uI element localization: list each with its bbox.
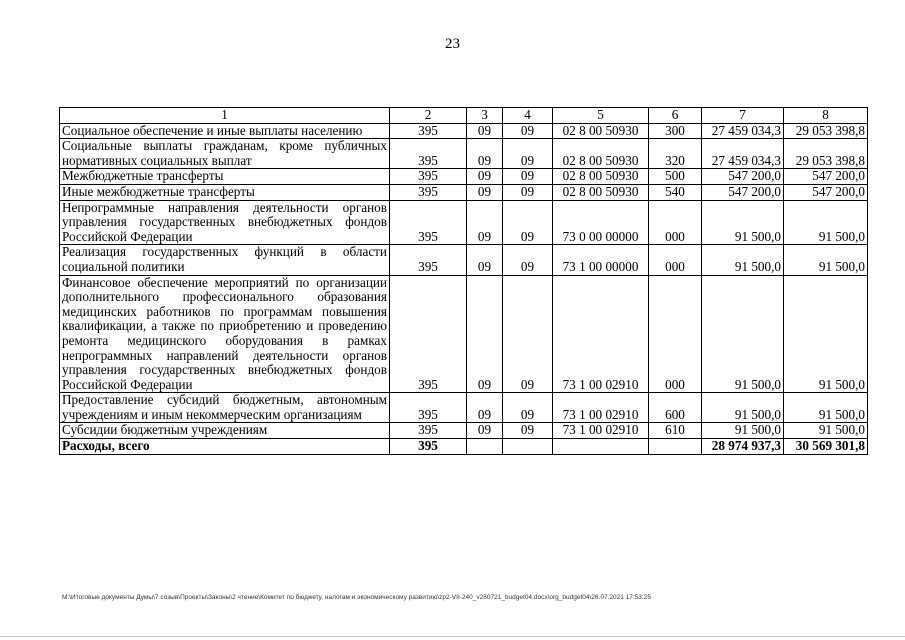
col-7: 91 500,0	[702, 423, 784, 439]
header-cell: 3	[467, 108, 503, 124]
col-4: 09	[503, 200, 553, 245]
total-label: Расходы, всего	[60, 439, 390, 455]
col-8: 91 500,0	[784, 393, 868, 423]
col-2: 395	[390, 123, 467, 139]
row-name: Реализация государственных функций в области социальной политики	[60, 245, 390, 275]
col-6: 000	[649, 275, 702, 393]
col-4: 09	[503, 393, 553, 423]
col-8: 547 200,0	[784, 184, 868, 200]
total-row	[60, 439, 868, 455]
col-4: 09	[503, 184, 553, 200]
col-8: 91 500,0	[784, 275, 868, 393]
col-8: 29 053 398,8	[784, 123, 868, 139]
col-2: 395	[390, 139, 467, 169]
col-2: 395	[390, 423, 467, 439]
col-2: 395	[390, 245, 467, 275]
header-cell: 8	[784, 108, 868, 124]
page-number: 23	[445, 36, 460, 52]
table-row	[60, 123, 868, 139]
row-name: Межбюджетные трансферты	[60, 169, 390, 185]
table-row	[60, 139, 868, 169]
col-3: 09	[467, 423, 503, 439]
col-7: 91 500,0	[702, 200, 784, 245]
col-3: 09	[467, 200, 503, 245]
header-cell: 1	[60, 108, 390, 124]
col-6: 600	[649, 393, 702, 423]
total-col-8: 30 569 301,8	[784, 439, 868, 455]
col-7: 91 500,0	[702, 275, 784, 393]
col-8: 547 200,0	[784, 169, 868, 185]
col-8: 91 500,0	[784, 200, 868, 245]
col-4: 09	[503, 139, 553, 169]
col-5: 73 1 00 02910	[553, 275, 649, 393]
header-row	[60, 108, 868, 124]
total-col-2: 395	[390, 439, 467, 455]
col-6: 610	[649, 423, 702, 439]
col-6: 500	[649, 169, 702, 185]
total-col-4	[503, 439, 553, 455]
col-8: 29 053 398,8	[784, 139, 868, 169]
col-7: 27 459 034,3	[702, 139, 784, 169]
col-3: 09	[467, 393, 503, 423]
budget-table	[59, 107, 868, 455]
col-2: 395	[390, 393, 467, 423]
table-row	[60, 245, 868, 275]
col-6: 320	[649, 139, 702, 169]
page-edge-divider	[0, 636, 905, 637]
col-2: 395	[390, 200, 467, 245]
col-3: 09	[467, 139, 503, 169]
col-3: 09	[467, 245, 503, 275]
table-row	[60, 200, 868, 245]
header-cell: 5	[553, 108, 649, 124]
col-5: 73 1 00 02910	[553, 423, 649, 439]
col-8: 91 500,0	[784, 423, 868, 439]
col-6: 000	[649, 245, 702, 275]
col-3: 09	[467, 169, 503, 185]
footer-file-path: M:\Итоговые документы Думы\7 созыв\Проекты\Законы\2 чтение\Комитет по бюджету, налогам и экономическому развитию\zp2-VII-240_v280721_budget04.docx\org_budget04\26.07.2021 17:53:25	[62, 594, 651, 601]
col-2: 395	[390, 184, 467, 200]
row-name: Социальные выплаты гражданам, кроме публичных нормативных социальных выплат	[60, 139, 390, 169]
col-7: 547 200,0	[702, 169, 784, 185]
row-name: Социальное обеспечение и иные выплаты населению	[60, 123, 390, 139]
row-name: Предоставление субсидий бюджетным, автономным учреждениям и иным некоммерческим организациям	[60, 393, 390, 423]
col-4: 09	[503, 245, 553, 275]
col-3: 09	[467, 184, 503, 200]
col-7: 547 200,0	[702, 184, 784, 200]
col-5: 73 1 00 00000	[553, 245, 649, 275]
row-name: Непрограммные направления деятельности органов управления государственных внебюджетных фондов Российской Федерации	[60, 200, 390, 245]
col-6: 000	[649, 200, 702, 245]
col-5: 73 0 00 00000	[553, 200, 649, 245]
col-2: 395	[390, 169, 467, 185]
total-col-5	[553, 439, 649, 455]
header-cell: 7	[702, 108, 784, 124]
table-row	[60, 423, 868, 439]
table-row	[60, 275, 868, 393]
col-5: 02 8 00 50930	[553, 184, 649, 200]
col-4: 09	[503, 169, 553, 185]
table-row	[60, 169, 868, 185]
total-col-3	[467, 439, 503, 455]
row-name: Субсидии бюджетным учреждениям	[60, 423, 390, 439]
col-5: 02 8 00 50930	[553, 123, 649, 139]
col-5: 73 1 00 02910	[553, 393, 649, 423]
table-row	[60, 184, 868, 200]
col-4: 09	[503, 123, 553, 139]
header-cell: 2	[390, 108, 467, 124]
header-cell: 6	[649, 108, 702, 124]
col-7: 27 459 034,3	[702, 123, 784, 139]
col-8: 91 500,0	[784, 245, 868, 275]
col-6: 300	[649, 123, 702, 139]
col-7: 91 500,0	[702, 245, 784, 275]
col-4: 09	[503, 423, 553, 439]
col-5: 02 8 00 50930	[553, 169, 649, 185]
col-7: 91 500,0	[702, 393, 784, 423]
col-3: 09	[467, 123, 503, 139]
col-3: 09	[467, 275, 503, 393]
col-6: 540	[649, 184, 702, 200]
col-2: 395	[390, 275, 467, 393]
col-5: 02 8 00 50930	[553, 139, 649, 169]
total-col-7: 28 974 937,3	[702, 439, 784, 455]
row-name: Финансовое обеспечение мероприятий по организации дополнительного профессионального образования медицинских работников по программам повышения квалификации, а также по приобретению и проведению ремонта медицинского оборудования в рамках непрограммных направлений деятельности органов управления государственных внебюджетных фондов Российской Федерации	[60, 275, 390, 393]
table-row	[60, 393, 868, 423]
total-col-6	[649, 439, 702, 455]
col-4: 09	[503, 275, 553, 393]
row-name: Иные межбюджетные трансферты	[60, 184, 390, 200]
header-cell: 4	[503, 108, 553, 124]
